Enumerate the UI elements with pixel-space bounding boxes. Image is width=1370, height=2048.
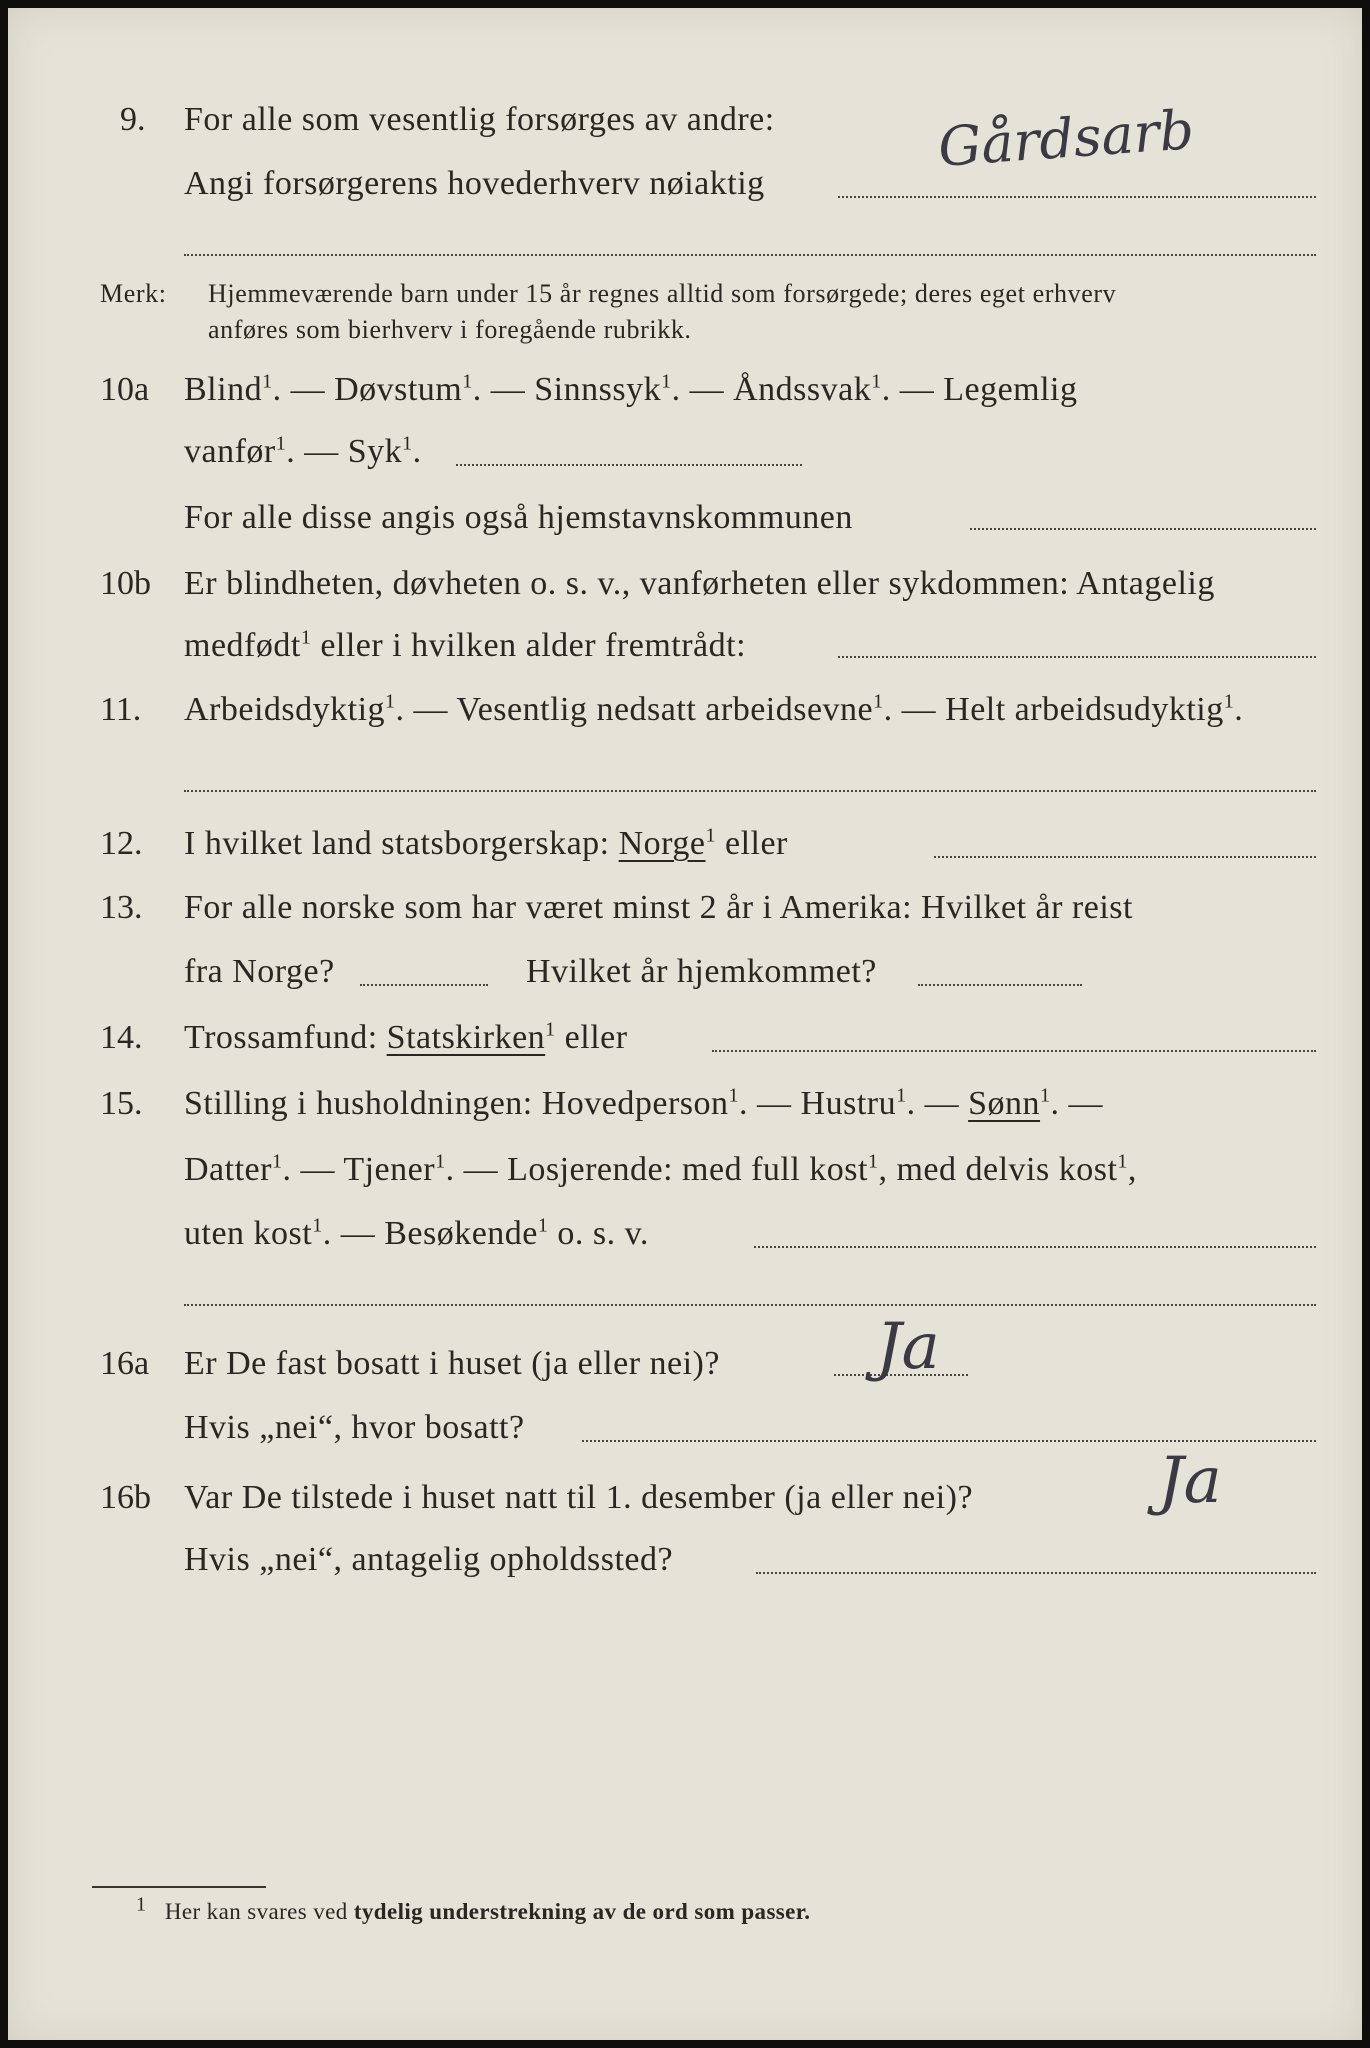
- item-10b-line1: Er blindheten, døvheten o. s. v., vanførheten eller sykdommen: Antagelig: [184, 565, 1215, 602]
- item-9-line1: For alle som vesentlig forsørges av andre:: [184, 101, 775, 138]
- item-16b-line2: Hvis „nei“, antagelig opholdssted?: [184, 1541, 674, 1578]
- item-15-number: 15.: [100, 1085, 143, 1122]
- answer-line-13b: [918, 984, 1082, 986]
- item-16b-number: 16b: [100, 1479, 151, 1516]
- answer-16b-handwritten: Ja: [1158, 1444, 1222, 1518]
- answer-9-handwritten: Gårdsarb: [936, 98, 1196, 179]
- item-15-line2: Datter$^1$. — Tjener$^1$. — Losjerende: med full kost$^1$, med delvis kost$^1$,: [184, 1150, 1137, 1188]
- answer-line-16a-where: [582, 1440, 1316, 1442]
- underlined-answer-norge: Norge: [618, 825, 706, 862]
- item-13-number: 13.: [100, 889, 143, 926]
- item-13-line1: For alle norske som har været minst 2 år i Amerika: Hvilket år reist: [184, 889, 1133, 926]
- item-11-number: 11.: [100, 691, 142, 728]
- answer-line-14: [712, 1050, 1316, 1052]
- merk-label: Merk:: [100, 279, 167, 308]
- answer-line-12: [934, 856, 1316, 858]
- answer-line-11: [184, 790, 1316, 792]
- answer-line-10a: [456, 464, 802, 466]
- item-11-line: Arbeidsdyktig$^1$. — Vesentlig nedsatt arbeidsevne$^1$. — Helt arbeidsudyktig$^1$.: [184, 690, 1244, 728]
- item-9-line2: Angi forsørgerens hovederhverv nøiaktig: [184, 165, 765, 202]
- item-10b-line2: medfødt$^1$ eller i hvilken alder fremtrådt:: [184, 626, 747, 664]
- merk-line1: Hjemmeværende barn under 15 år regnes alltid som forsørgede; deres eget erhverv: [208, 279, 1117, 308]
- census-form-page: [8, 8, 1362, 2040]
- item-10a-number: 10a: [100, 371, 150, 408]
- item-16a-number: 16a: [100, 1345, 150, 1382]
- item-14-line: Trossamfund: Statskirken$^1$ eller: [184, 1018, 628, 1056]
- item-16a-line1: Er De fast bosatt i huset (ja eller nei)?: [184, 1345, 720, 1382]
- answer-line-9b: [184, 254, 1316, 256]
- footnote: 1 Her kan svares ved tydelig understrekning av de ord som passer.: [136, 1893, 811, 1924]
- item-10a-line1: Blind$^1$. — Døvstum$^1$. — Sinnssyk$^1$. — Åndssvak$^1$. — Legemlig: [184, 370, 1078, 408]
- item-13-line2b: Hvilket år hjemkommet?: [526, 953, 877, 990]
- answer-line-16b: [756, 1572, 1316, 1574]
- item-15-line3: uten kost$^1$. — Besøkende$^1$ o. s. v.: [184, 1214, 649, 1252]
- answer-line-15b: [184, 1304, 1316, 1306]
- underlined-answer-statskirken: Statskirken: [386, 1019, 546, 1056]
- item-10a-line2: vanfør$^1$. — Syk$^1$.: [184, 432, 422, 470]
- answer-line-13a: [360, 984, 488, 986]
- answer-line-9: [838, 196, 1316, 198]
- item-15-line1: Stilling i husholdningen: Hovedperson$^1$. — Hustru$^1$. — Sønn$^1$. —: [184, 1084, 1104, 1122]
- item-9-number: 9.: [120, 101, 146, 138]
- item-16b-line1: Var De tilstede i huset natt til 1. desember (ja eller nei)?: [184, 1479, 974, 1516]
- answer-line-10a-home: [970, 528, 1316, 530]
- item-14-number: 14.: [100, 1019, 143, 1056]
- item-16a-line2: Hvis „nei“, hvor bosatt?: [184, 1409, 525, 1446]
- footnote-rule: [92, 1886, 266, 1888]
- item-13-line2a: fra Norge?: [184, 953, 335, 990]
- underlined-answer-sonn: Sønn: [968, 1085, 1041, 1122]
- item-12-line: I hvilket land statsborgerskap: Norge$^1$ eller: [184, 824, 788, 862]
- merk-line2: anføres som bierhverv i foregående rubrikk.: [208, 315, 692, 344]
- item-10b-number: 10b: [100, 565, 151, 602]
- answer-line-15: [754, 1246, 1316, 1248]
- answer-line-10b: [838, 656, 1316, 658]
- answer-16a-handwritten: Ja: [876, 1310, 940, 1384]
- item-10a-line3: For alle disse angis også hjemstavnskommunen: [184, 499, 853, 536]
- item-12-number: 12.: [100, 825, 143, 862]
